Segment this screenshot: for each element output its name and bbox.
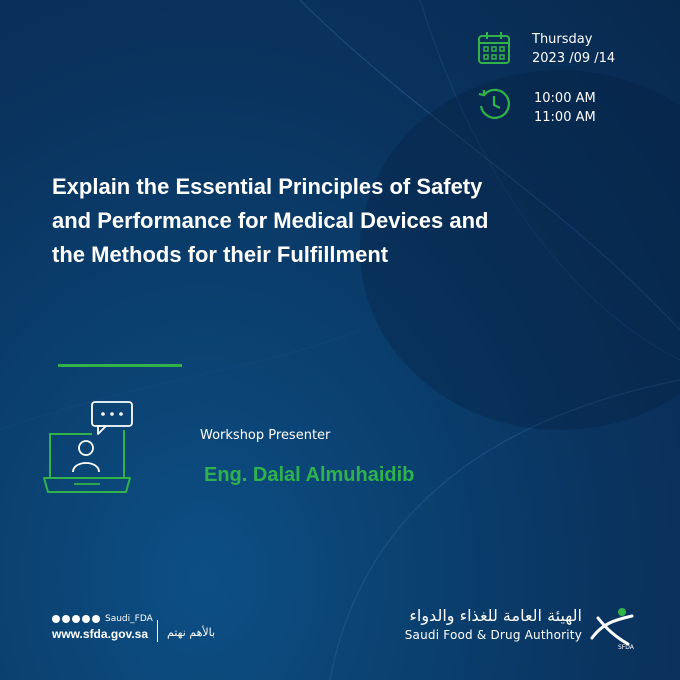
calendar-icon <box>476 30 512 66</box>
tagline: بالأهم نهتم <box>167 626 216 639</box>
social-handle[interactable]: Saudi_FDA <box>105 614 153 624</box>
time-text <box>534 89 596 127</box>
org-name <box>398 606 582 642</box>
sfda-logo <box>588 604 638 650</box>
org-name-english: Saudi Food & Drug Authority <box>404 628 582 642</box>
youtube-icon[interactable] <box>52 615 60 623</box>
presenter-label: Workshop Presenter <box>200 428 331 443</box>
footer-separator <box>157 620 158 642</box>
date-text <box>532 30 615 68</box>
workshop-title: Explain the Essential Principles of Safety and Performance for Medical Devices and the Methods for their Fulfillment <box>52 174 489 267</box>
start-time: 10:00 AM <box>534 91 596 106</box>
chat-bubble-icon <box>92 402 132 434</box>
time-row <box>476 86 615 127</box>
event-date: 2023 /09 /14 <box>532 51 616 66</box>
event-day: Thursday <box>532 32 593 47</box>
twitter-icon[interactable] <box>82 615 90 623</box>
title-divider <box>58 364 182 367</box>
logo-text: SFDA <box>618 644 634 650</box>
presenter-name: Eng. Dalal Almuhaidib <box>204 464 415 486</box>
clock-icon <box>476 86 512 122</box>
date-row <box>476 30 615 68</box>
footer-contact <box>52 614 153 641</box>
website-link[interactable]: www.sfda.gov.sa <box>52 627 149 641</box>
facebook-icon[interactable] <box>92 615 100 623</box>
presenter-laptop-icon <box>40 400 140 500</box>
org-name-arabic: الهيئة العامة للغذاء والدواء <box>409 606 582 625</box>
social-icons <box>52 614 153 624</box>
instagram-icon[interactable] <box>72 615 80 623</box>
linkedin-icon[interactable] <box>62 615 70 623</box>
end-time: 11:00 AM <box>534 110 596 125</box>
date-time-block <box>476 30 615 127</box>
